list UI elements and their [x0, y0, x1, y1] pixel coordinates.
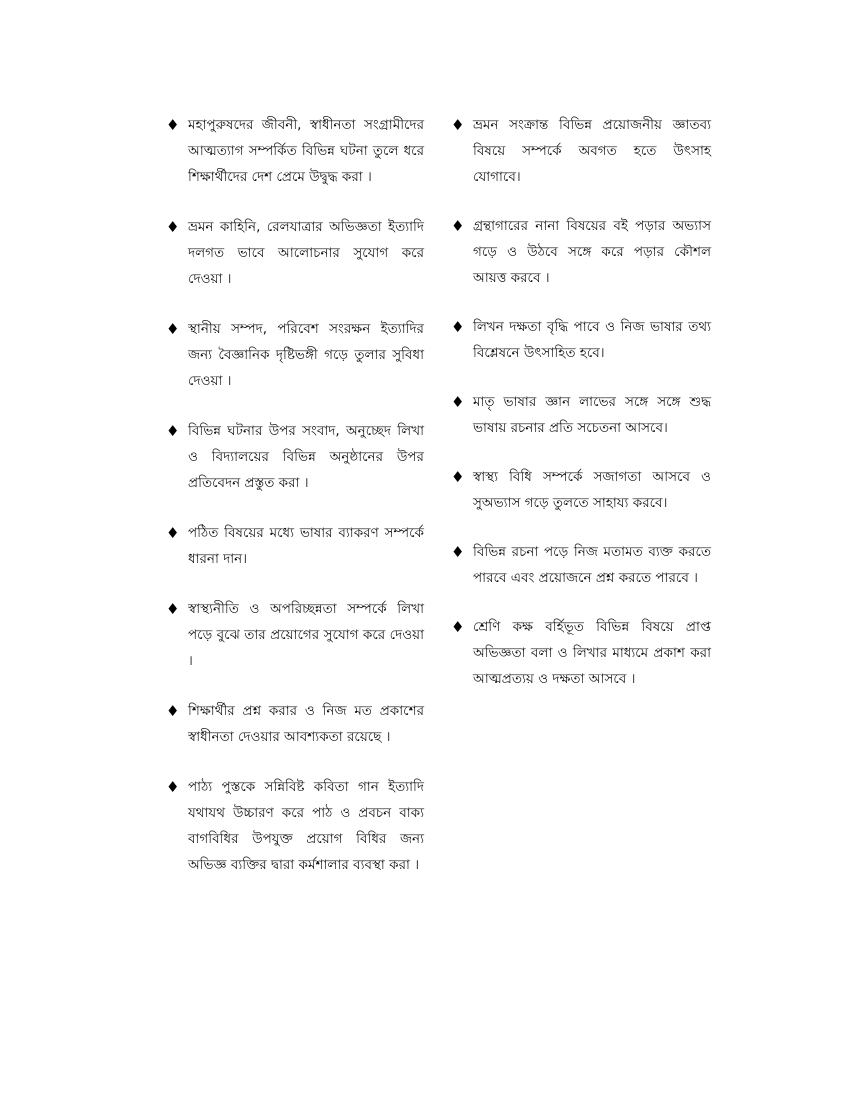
list-item [166, 698, 424, 750]
list-item-text: পাঠ্য পুস্তকে সন্নিবিষ্ট কবিতা গান ইত্যাদি যথাযথ উচ্চারণ করে পাঠ ও প্রবচন বাক্য বাগবিধির উপযুক্ত প্রয়োগ বিধির জন্য অভিজ্ঞ ব্যক্তির দ্বারা কর্মশালার ব্যবস্থা করা । [188, 779, 424, 873]
list-item [166, 316, 424, 394]
list-item [451, 314, 711, 366]
list-item [451, 539, 711, 591]
list-item-text: স্থানীয় সম্পদ, পরিবেশ সংরক্ষন ইত্যাদির জন্য বৈজ্ঞানিক দৃষ্টিভঙ্গী গড়ে তুলার সুবিধা দেওয়া । [188, 321, 424, 389]
diamond-bullet-icon: ♦ [166, 702, 180, 720]
list-item-text: মহাপুরুষদের জীবনী, স্বাধীনতা সংগ্রামীদের আত্মত্যাগ সম্পর্কিত বিভিন্ন ঘটনা তুলে ধরে শিক্ষার্থীদের দেশ প্রেমে উদ্বুদ্ধ করা । [188, 117, 424, 185]
diamond-bullet-icon: ♦ [166, 600, 180, 618]
list-item [166, 214, 424, 292]
list-item-text: পঠিত বিষয়ের মধ্যে ভাষার ব্যাকরণ সম্পর্কে ধারনা দান। [188, 525, 424, 567]
diamond-bullet-icon: ♦ [166, 116, 180, 134]
list-item [451, 389, 711, 441]
list-item [166, 596, 424, 674]
list-item [451, 464, 711, 516]
diamond-bullet-icon: ♦ [451, 468, 465, 486]
diamond-bullet-icon: ♦ [451, 543, 465, 561]
list-item-text: স্বাস্থ্য বিধি সম্পর্কে সজাগতা আসবে ও সুঅভ্যাস গড়ে তুলতে সাহায্য করবে। [473, 469, 711, 511]
list-item [166, 418, 424, 496]
diamond-bullet-icon: ♦ [166, 524, 180, 542]
diamond-bullet-icon: ♦ [166, 422, 180, 440]
list-item [451, 614, 711, 692]
list-item-text: গ্রন্থাগারের নানা বিষয়ের বই পড়ার অভ্যাস গড়ে ও উঠবে সঙ্গে করে পড়ার কৌশল আয়ত্ত করবে । [473, 218, 711, 286]
diamond-bullet-icon: ♦ [166, 320, 180, 338]
list-item [451, 112, 711, 190]
left-column [166, 112, 424, 902]
list-item [166, 774, 424, 878]
list-item-text: স্বাস্থ্যনীতি ও অপরিচ্ছন্নতা সম্পর্কে লিখা পড়ে বুঝে তার প্রয়োগের সুযোগ করে দেওয়া । [188, 601, 424, 669]
diamond-bullet-icon: ♦ [451, 318, 465, 336]
right-column [451, 112, 711, 715]
list-item-text: ভ্রমন কাহিনি, রেলযাত্রার অভিজ্ঞতা ইত্যাদি দলগত ভাবে আলোচনার সুযোগ করে দেওয়া । [188, 219, 424, 287]
list-item-text: শিক্ষার্থীর প্রশ্ন করার ও নিজ মত প্রকাশের স্বাধীনতা দেওয়ার আবশ্যকতা রয়েছে । [188, 703, 424, 745]
diamond-bullet-icon: ♦ [451, 393, 465, 411]
list-item-text: বিভিন্ন রচনা পড়ে নিজ মতামত ব্যক্ত করতে পারবে এবং প্রয়োজনে প্রশ্ন করতে পারবে । [473, 544, 711, 586]
diamond-bullet-icon: ♦ [451, 618, 465, 636]
diamond-bullet-icon: ♦ [166, 218, 180, 236]
list-item-text: লিখন দক্ষতা বৃদ্ধি পাবে ও নিজ ভাষার তথ্য বিশ্লেষনে উৎসাহিত হবে। [473, 319, 711, 361]
list-item-text: বিভিন্ন ঘটনার উপর সংবাদ, অনুচ্ছেদ লিখা ও বিদ্যালয়ের বিভিন্ন অনুষ্ঠানের উপর প্রতিবেদন প্রস্তুত করা । [188, 423, 424, 491]
list-item [166, 112, 424, 190]
diamond-bullet-icon: ♦ [451, 217, 465, 235]
list-item [166, 520, 424, 572]
list-item-text: মাতৃ ভাষার জ্ঞান লাভের সঙ্গে সঙ্গে শুদ্ধ ভাষায় রচনার প্রতি সচেতনা আসবে। [473, 394, 711, 436]
list-item-text: ভ্রমন সংক্রান্ত বিভিন্ন প্রয়োজনীয় জ্ঞাতব্য বিষয়ে সম্পর্কে অবগত হতে উৎসাহ যোগাবে। [473, 117, 711, 185]
list-item [451, 213, 711, 291]
list-item-text: শ্রেণি কক্ষ বর্হিভূত বিভিন্ন বিষয়ে প্রাপ্ত অভিজ্ঞতা বলা ও লিখার মাধ্যমে প্রকাশ করা আত্মপ্রত্যয় ও দক্ষতা আসবে । [473, 619, 711, 687]
diamond-bullet-icon: ♦ [166, 778, 180, 796]
diamond-bullet-icon: ♦ [451, 116, 465, 134]
